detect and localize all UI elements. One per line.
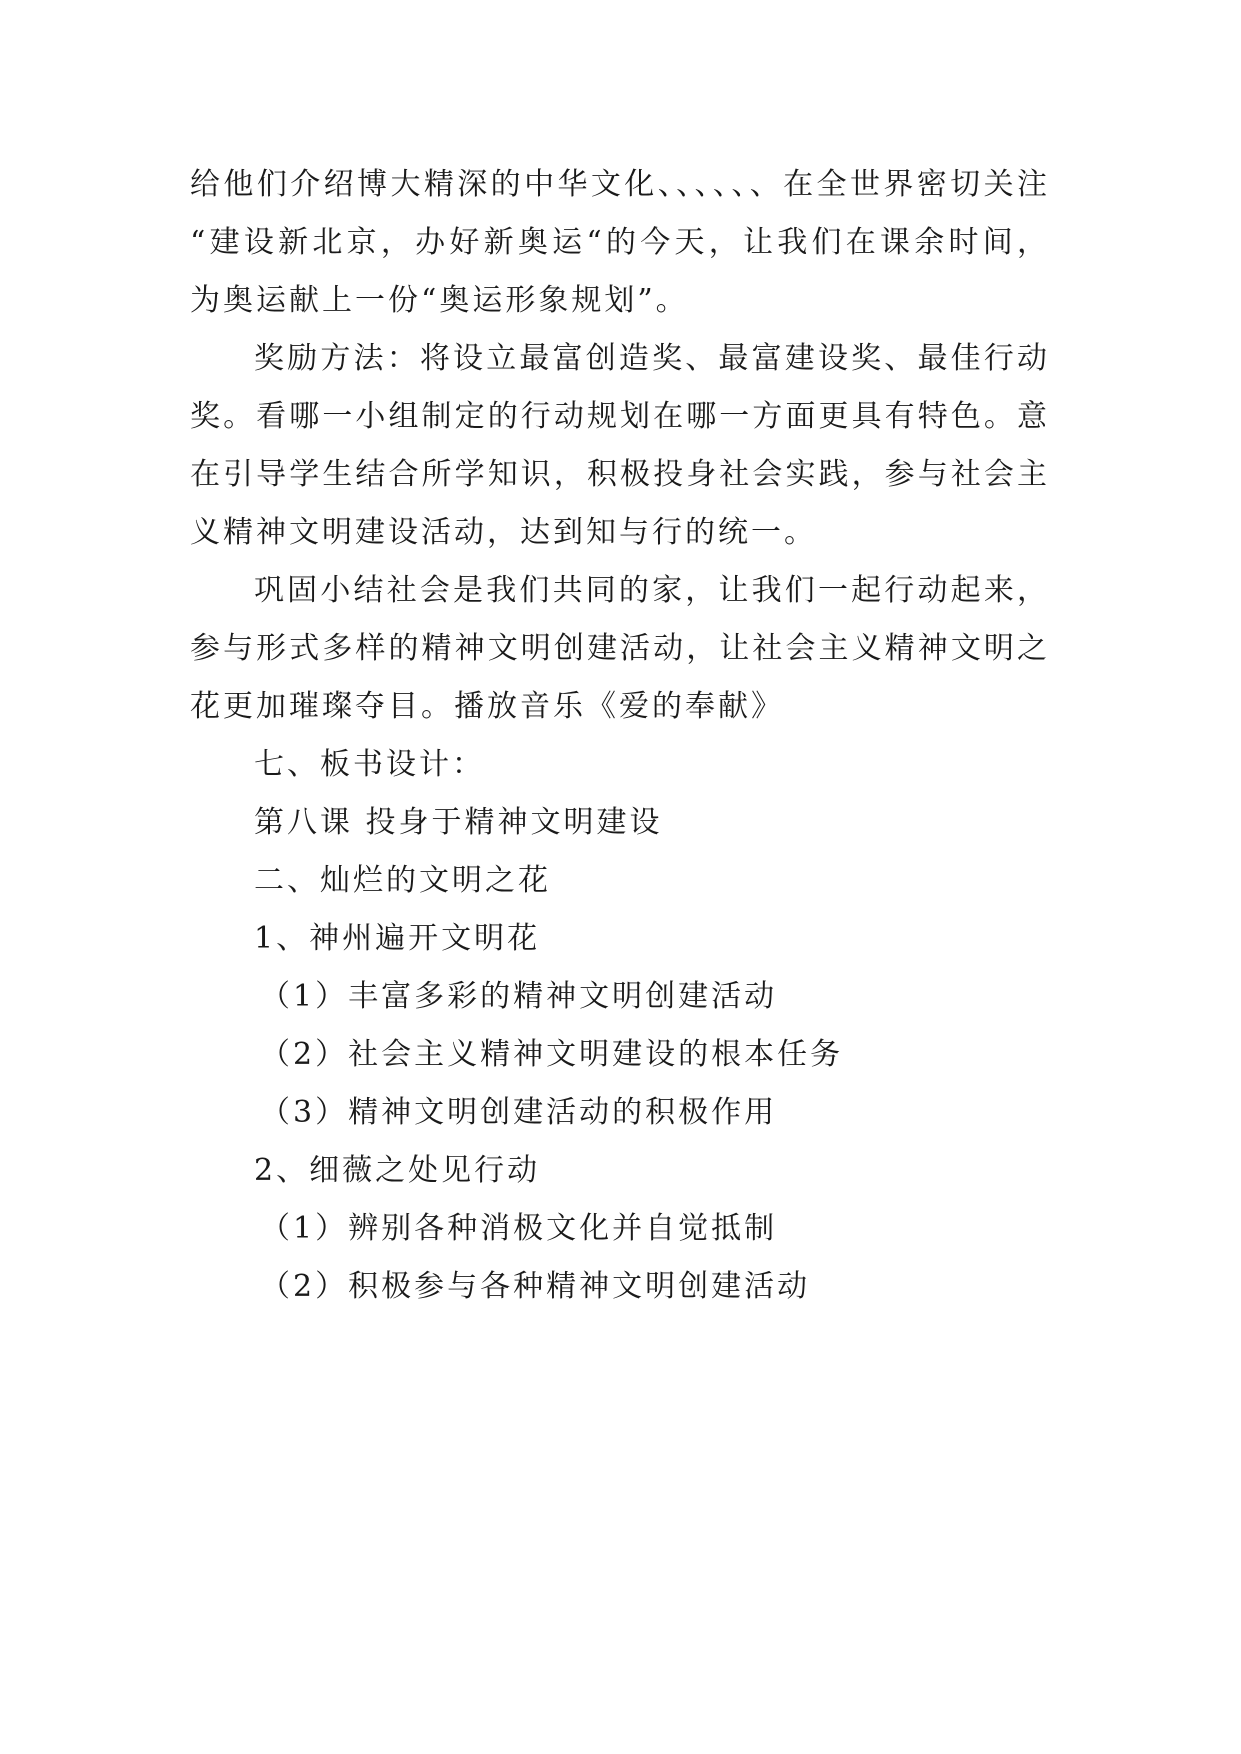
outline-subitem: （1）丰富多彩的精神文明创建活动 <box>260 979 778 1014</box>
outline-subitem: （3）精神文明创建活动的积极作用 <box>260 1095 778 1130</box>
outline-heading: 二、灿烂的文明之花 <box>254 863 551 898</box>
paragraph-line: “建设新北京，办好新奥运“的今天，让我们在课余时间， <box>190 225 1050 260</box>
paragraph-line: 在引导学生结合所学知识，积极投身社会实践，参与社会主 <box>190 457 1050 492</box>
paragraph-line: 义精神文明建设活动，达到知与行的统一。 <box>190 515 817 550</box>
paragraph-line: 参与形式多样的精神文明创建活动，让社会主义精神文明之 <box>190 631 1050 666</box>
paragraph-line: 给他们介绍博大精深的中华文化、、、、、、在全世界密切关注 <box>190 167 1050 202</box>
paragraph-line: 为奥运献上一份“奥运形象规划”。 <box>190 283 689 318</box>
paragraph-line: 奖。看哪一小组制定的行动规划在哪一方面更具有特色。意 <box>190 399 1050 434</box>
paragraph-line: 巩固小结社会是我们共同的家，让我们一起行动起来， <box>254 573 1050 608</box>
paragraph-line: 奖励方法：将设立最富创造奖、最富建设奖、最佳行动 <box>254 341 1050 376</box>
outline-subitem: （1）辨别各种消极文化并自觉抵制 <box>260 1211 778 1246</box>
outline-item: 2、细薇之处见行动 <box>254 1153 541 1188</box>
document-body <box>190 156 1050 1316</box>
lesson-title: 第八课 投身于精神文明建设 <box>254 805 663 840</box>
paragraph-line: 花更加璀璨夺目。播放音乐《爱的奉献》 <box>190 689 784 724</box>
outline-subitem: （2）社会主义精神文明建设的根本任务 <box>260 1037 844 1072</box>
section-heading: 七、板书设计： <box>254 747 485 782</box>
outline-item: 1、神州遍开文明花 <box>254 921 541 956</box>
outline-subitem: （2）积极参与各种精神文明创建活动 <box>260 1269 811 1304</box>
